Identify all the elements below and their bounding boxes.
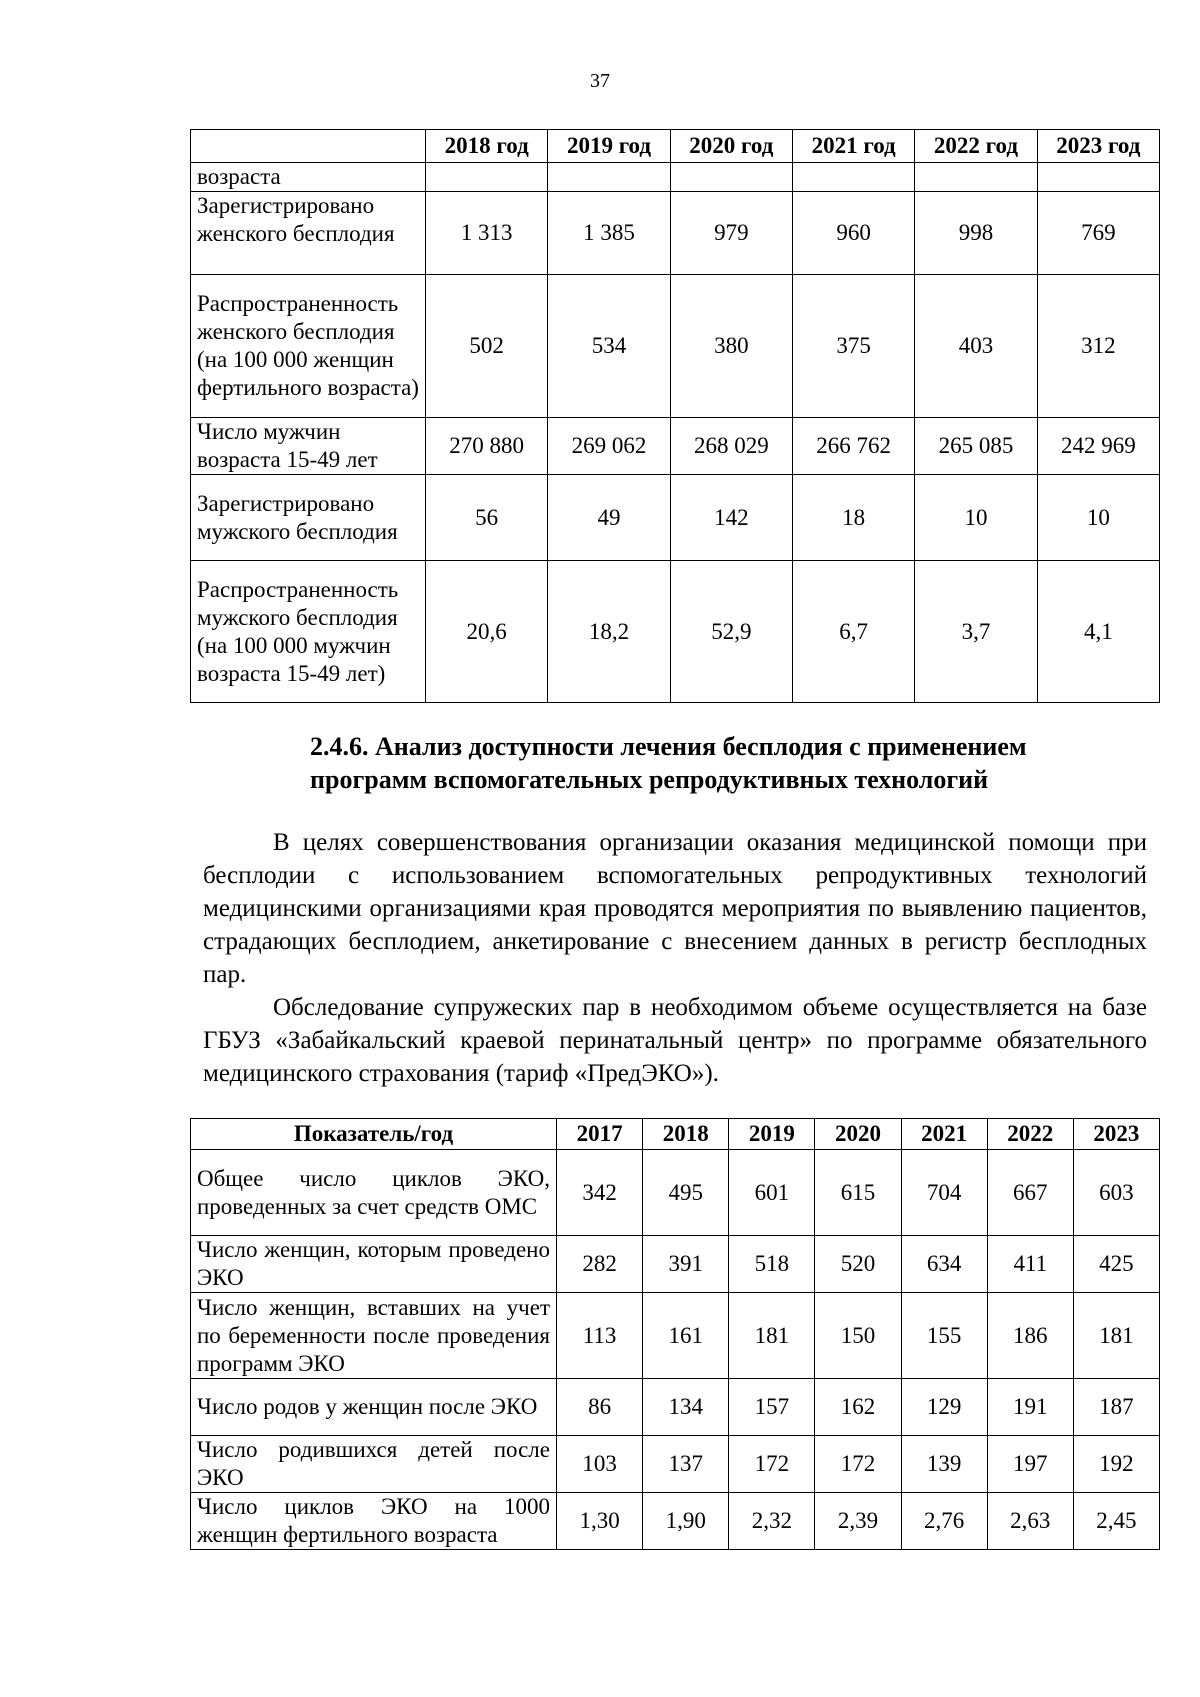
table1-header-year: 2018 год [426, 130, 548, 163]
cell-value: 520 [815, 1236, 901, 1293]
cell-value: 181 [729, 1293, 815, 1379]
table2-header-year: 2018 [643, 1119, 729, 1150]
row-label: возраста [191, 163, 426, 192]
table-row [191, 275, 1160, 418]
cell-value: 18,2 [548, 561, 670, 703]
table2-header-year: 2019 [729, 1119, 815, 1150]
cell-value: 979 [670, 192, 792, 275]
cell-value: 269 062 [548, 418, 670, 475]
infertility-stats-table [190, 129, 1160, 703]
cell-value: 172 [729, 1436, 815, 1493]
body-paragraph: В целях совершенствования организации оказания медицинской помощи при бесплодии с использованием вспомогательных репродуктивных технологий медицинскими организациями края проводятся мероприятия по выявлению пациентов, страдающих бесплодием, анкетирование с внесением данных в регистр бесплодных пар. [203, 829, 1147, 988]
table-row [191, 163, 1160, 192]
table1-header-year: 2023 год [1037, 130, 1159, 163]
cell-value: 495 [643, 1150, 729, 1236]
section-heading: 2.4.6. Анализ доступности лечения бесплодия с применением программ вспомогательных репродуктивных технологий [310, 732, 1027, 794]
cell-value: 960 [792, 192, 914, 275]
table-row [191, 475, 1160, 561]
table1-header-blank [191, 130, 426, 163]
table-row [191, 1436, 1160, 1493]
cell-value: 312 [1037, 275, 1159, 418]
cell-value: 103 [557, 1436, 643, 1493]
cell-value: 6,7 [792, 561, 914, 703]
cell-value: 86 [557, 1379, 643, 1436]
cell-value: 172 [815, 1436, 901, 1493]
cell-value: 56 [426, 475, 548, 561]
cell-value: 2,76 [901, 1493, 987, 1550]
table1-header-year: 2022 год [915, 130, 1037, 163]
cell-value: 411 [987, 1236, 1073, 1293]
ivf-stats-table [190, 1118, 1160, 1550]
table1-header-year: 2021 год [792, 130, 914, 163]
cell-value: 2,63 [987, 1493, 1073, 1550]
cell-value: 191 [987, 1379, 1073, 1436]
cell-value: 10 [1037, 475, 1159, 561]
cell-value: 268 029 [670, 418, 792, 475]
cell-value: 113 [557, 1293, 643, 1379]
table2-header-year: 2020 [815, 1119, 901, 1150]
cell-value: 4,1 [1037, 561, 1159, 703]
cell-value: 282 [557, 1236, 643, 1293]
table-row [191, 1236, 1160, 1293]
row-label: Число циклов ЭКО на 1000 женщин фертильного возраста [191, 1493, 557, 1550]
cell-value: 181 [1073, 1293, 1159, 1379]
cell-value: 342 [557, 1150, 643, 1236]
cell-value: 10 [915, 475, 1037, 561]
table2-header-year: 2017 [557, 1119, 643, 1150]
cell-value: 52,9 [670, 561, 792, 703]
cell-value: 157 [729, 1379, 815, 1436]
cell-value: 150 [815, 1293, 901, 1379]
cell-value: 380 [670, 275, 792, 418]
row-label: Число мужчин возраста 15-49 лет [191, 418, 426, 475]
cell-value: 1 313 [426, 192, 548, 275]
cell-value: 425 [1073, 1236, 1159, 1293]
cell-value: 634 [901, 1236, 987, 1293]
cell-value: 375 [792, 275, 914, 418]
table1-header-year: 2019 год [548, 130, 670, 163]
cell-value: 18 [792, 475, 914, 561]
cell-value: 2,39 [815, 1493, 901, 1550]
cell-value: 769 [1037, 192, 1159, 275]
cell-value: 667 [987, 1150, 1073, 1236]
cell-value: 266 762 [792, 418, 914, 475]
cell-value: 139 [901, 1436, 987, 1493]
table-row [191, 561, 1160, 703]
row-label: Распространенность мужского бесплодия (на 100 000 мужчин возраста 15-49 лет) [191, 561, 426, 703]
cell-value: 265 085 [915, 418, 1037, 475]
cell-value: 601 [729, 1150, 815, 1236]
cell-value: 242 969 [1037, 418, 1159, 475]
cell-value: 391 [643, 1236, 729, 1293]
cell-value: 155 [901, 1293, 987, 1379]
cell-value: 137 [643, 1436, 729, 1493]
cell-value: 49 [548, 475, 670, 561]
row-label: Зарегистрировано женского бесплодия [191, 192, 426, 275]
cell-value: 270 880 [426, 418, 548, 475]
cell-value: 603 [1073, 1150, 1159, 1236]
table-row [191, 1293, 1160, 1379]
cell-value: 518 [729, 1236, 815, 1293]
page-number: 37 [590, 70, 610, 92]
row-label: Число женщин, вставших на учет по беременности после проведения программ ЭКО [191, 1293, 557, 1379]
body-paragraph: Обследование супружеских пар в необходимом объеме осуществляется на базе ГБУЗ «Забайкальский краевой перинатальный центр» по программе обязательного медицинского страхования (тариф «ПредЭКО»). [203, 994, 1147, 1087]
table1-header-year: 2020 год [670, 130, 792, 163]
cell-value: 1 385 [548, 192, 670, 275]
row-label: Число родов у женщин после ЭКО [191, 1379, 557, 1436]
cell-value: 161 [643, 1293, 729, 1379]
row-label: Число женщин, которым проведено ЭКО [191, 1236, 557, 1293]
row-label: Общее число циклов ЭКО, проведенных за счет средств ОМС [191, 1150, 557, 1236]
row-label: Распространенность женского бесплодия (на 100 000 женщин фертильного возраста) [191, 275, 426, 418]
cell-value: 2,32 [729, 1493, 815, 1550]
cell-value: 1,90 [643, 1493, 729, 1550]
cell-value: 1,30 [557, 1493, 643, 1550]
cell-value: 129 [901, 1379, 987, 1436]
cell-value: 704 [901, 1150, 987, 1236]
cell-value: 192 [1073, 1436, 1159, 1493]
cell-value: 3,7 [915, 561, 1037, 703]
cell-value: 534 [548, 275, 670, 418]
table2-header-year: 2022 [987, 1119, 1073, 1150]
table-row [191, 1150, 1160, 1236]
cell-value: 197 [987, 1436, 1073, 1493]
cell-value: 403 [915, 275, 1037, 418]
table2-header-indicator: Показатель/год [191, 1119, 557, 1150]
cell-value: 615 [815, 1150, 901, 1236]
cell-value: 162 [815, 1379, 901, 1436]
cell-value: 998 [915, 192, 1037, 275]
table-row [191, 418, 1160, 475]
row-label: Зарегистрировано мужского бесплодия [191, 475, 426, 561]
table2-header-year: 2023 [1073, 1119, 1159, 1150]
table-row [191, 1379, 1160, 1436]
cell-value: 134 [643, 1379, 729, 1436]
table-row [191, 192, 1160, 275]
cell-value: 186 [987, 1293, 1073, 1379]
row-label: Число родившихся детей после ЭКО [191, 1436, 557, 1493]
table2-header-year: 2021 [901, 1119, 987, 1150]
cell-value: 502 [426, 275, 548, 418]
cell-value: 2,45 [1073, 1493, 1159, 1550]
cell-value: 142 [670, 475, 792, 561]
cell-value: 20,6 [426, 561, 548, 703]
cell-value: 187 [1073, 1379, 1159, 1436]
table-row [191, 1493, 1160, 1550]
